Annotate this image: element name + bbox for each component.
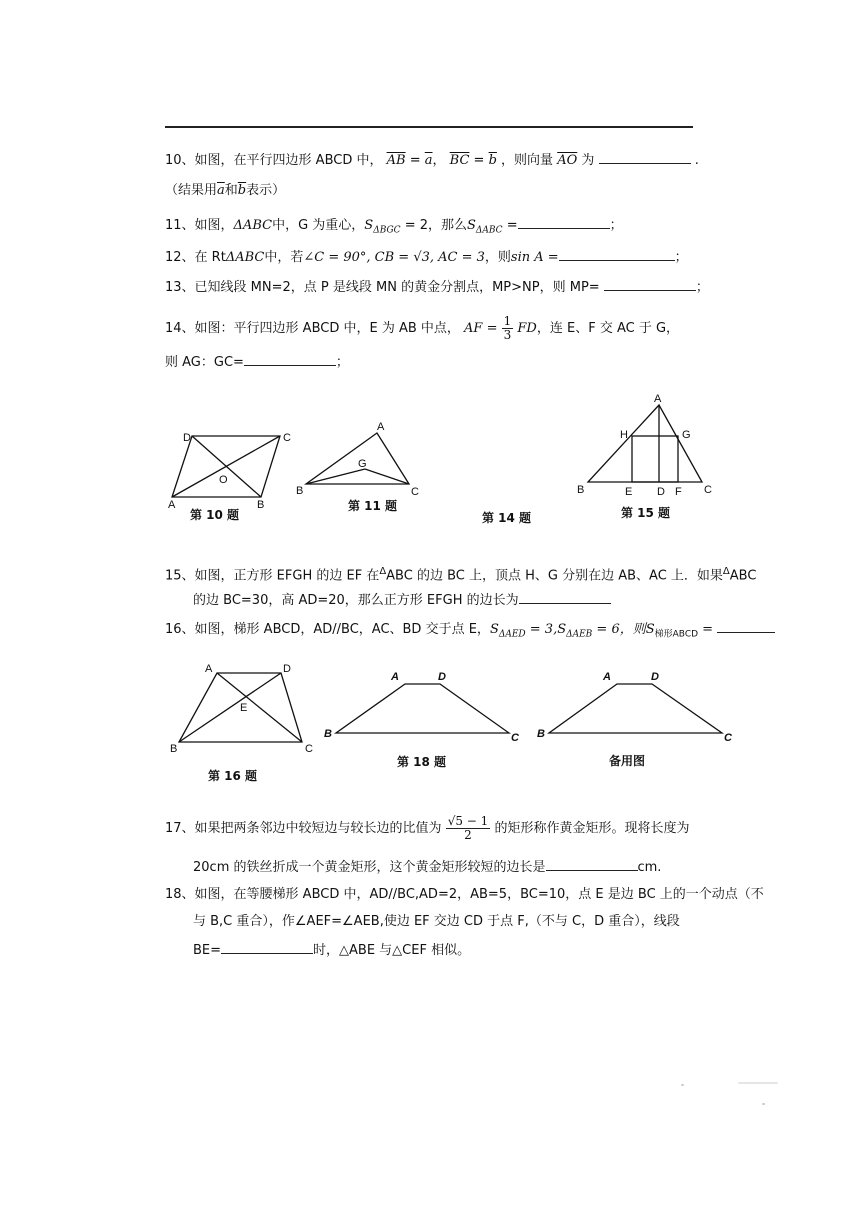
spare-label-b: B — [537, 728, 545, 740]
fig15-label-d: D — [657, 486, 665, 498]
question-10: 10、如图，在平行四边形 ABCD 中， $\overline{AB} = \overline{a}$， $\overline{BC} = \overline{b}$ ，则向量 $\overline{AO}$ 为 . — [165, 153, 699, 168]
question-17: 17、如果把两条邻边中较短边与较长边的比值为 $\frac{√5 - 1}{2}$ 的矩形称作黄金矩形。现将长度为 — [165, 814, 690, 842]
fig15-label-g: G — [682, 429, 691, 441]
fig15-label-e: E — [625, 486, 633, 498]
question-12: 12、在 RtΔABC中，若∠C = 90°, CB = √3, AC = 3，则sin A = ； — [165, 250, 688, 265]
fig18-label-b: B — [324, 728, 332, 740]
vector-bc: $\overline{BC}$ — [449, 153, 470, 168]
answer-blank-15[interactable] — [519, 591, 611, 604]
fig16-label-e: E — [240, 702, 248, 714]
answer-blank-16[interactable] — [717, 620, 775, 633]
fig11-label-g: G — [358, 458, 367, 470]
fig15-label-a: A — [654, 393, 662, 405]
fig15-label-b: B — [577, 484, 585, 496]
fig18-label-a: A — [391, 671, 399, 683]
fig15-label-h: H — [620, 429, 628, 441]
answer-blank-17[interactable] — [546, 858, 638, 871]
fig11-label-b: B — [296, 485, 304, 497]
question-17-line2: 20cm 的铁丝折成一个黄金矩形，这个黄金矩形较短的边长是 cm. — [193, 860, 662, 875]
fig15-label-f: F — [675, 486, 682, 498]
vector-a: $\overline{a}$ — [424, 153, 433, 168]
fraction-one-third: $\frac{1}{3}$ — [503, 314, 512, 342]
question-10-note: （结果用$\overline{a}$和$\overline{b}$表示） — [165, 183, 286, 198]
question-13: 13、已知线段 MN=2，点 P 是线段 MN 的黄金分割点，MP>NP，则 MP= ； — [165, 280, 709, 295]
question-15: 15、如图，正方形 EFGH 的边 EF 在$^\Delta$ABC 的边 BC 上，顶点 H、G 分别在边 AB、AC 上．如果$^\Delta$ABC — [165, 566, 757, 584]
scan-speck — [738, 1082, 778, 1084]
question-18-line3: BE= 时，△ABE 与△CEF 相似。 — [193, 943, 471, 958]
caption-15: 第 15 题 — [621, 506, 671, 520]
question-18-line2: 与 B,C 重合），作∠AEF=∠AEB,使边 EF 交边 CD 于点 F,（不与 C，D 重合），线段 — [193, 914, 680, 929]
spare-label-d: D — [651, 671, 659, 683]
fig18-label-c: C — [511, 732, 519, 744]
figure-18-trapezoid — [336, 684, 509, 733]
question-16: 16、如图，梯形 ABCD，AD//BC，AC、BD 交于点 E，$S_{\Delta AED} = 3,S_{\Delta AEB} = 6$，则$S_{梯形ABCD}$ = — [165, 620, 775, 644]
fig10-label-o: O — [219, 474, 228, 486]
fig15-label-c: C — [704, 484, 712, 496]
caption-spare: 备用图 — [609, 754, 646, 768]
question-15-line2: 的边 BC=30，高 AD=20，那么正方形 EFGH 的边长为 — [193, 591, 611, 610]
fig18-label-d: D — [438, 671, 446, 683]
question-18: 18、如图，在等腰梯形 ABCD 中，AD//BC,AD=2，AB=5，BC=10，点 E 是边 BC 上的一个动点（不 — [165, 887, 764, 902]
caption-16: 第 16 题 — [208, 769, 258, 783]
fig16-label-b: B — [170, 743, 178, 755]
fig16-label-a: A — [205, 663, 213, 675]
question-11: 11、如图，ΔABC中，G 为重心，$S_{\Delta BGC} = 2$，那么$S_{\Delta ABC}$ = ； — [165, 218, 623, 236]
vector-ao: $\overline{AO}$ — [557, 153, 578, 168]
question-14-line2: 则 AG：GC= ； — [165, 355, 349, 370]
figure-spare-trapezoid — [549, 684, 722, 733]
spare-label-c: C — [724, 732, 732, 744]
vector-ab: $\overline{AB}$ — [386, 153, 406, 168]
fig10-label-d: D — [183, 432, 191, 444]
spare-label-a: A — [603, 671, 611, 683]
fig10-label-a: A — [168, 499, 176, 511]
caption-11: 第 11 题 — [348, 499, 398, 513]
fig11-label-a: A — [377, 421, 385, 433]
caption-14: 第 14 题 — [482, 511, 532, 525]
figure-15-square-in-triangle — [588, 405, 702, 482]
scan-speck — [681, 1084, 684, 1086]
scan-speck — [762, 1103, 765, 1105]
answer-blank-18[interactable] — [221, 941, 313, 954]
fig10-label-b: B — [257, 499, 265, 511]
caption-10: 第 10 题 — [190, 508, 240, 522]
question-14: 14、如图：平行四边形 ABCD 中，E 为 AB 中点， AF = $\frac{1}{3}$ FD，连 E、F 交 AC 于 G， — [165, 314, 680, 342]
fig10-label-c: C — [283, 432, 291, 444]
fig16-label-c: C — [305, 743, 313, 755]
figure-10-parallelogram — [172, 436, 280, 497]
fig11-label-c: C — [411, 486, 419, 498]
fig16-label-d: D — [283, 663, 291, 675]
caption-18: 第 18 题 — [397, 755, 447, 769]
fraction-golden-ratio: $\frac{√5 - 1}{2}$ — [447, 814, 489, 842]
vector-b: $\overline{b}$ — [488, 153, 497, 168]
